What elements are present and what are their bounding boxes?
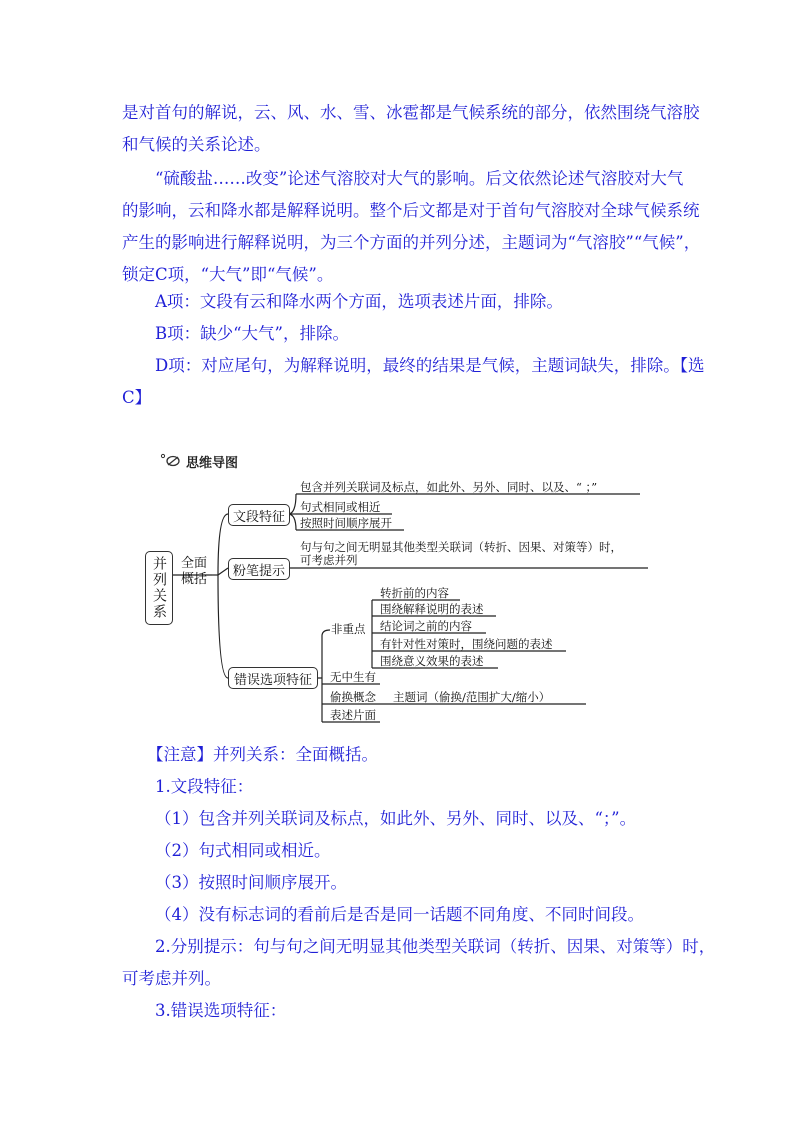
non-key-label: 非重点: [331, 622, 366, 636]
branch-label: 文段特征: [232, 509, 285, 525]
branch-label: 错误选项特征: [233, 672, 312, 688]
swap-concept-note: 主题词（偷换/范围扩大/缩小）: [393, 690, 551, 704]
branch-item: 按照时间顺序展开: [300, 516, 392, 530]
wrong-option-item: 表述片面: [330, 708, 376, 722]
non-key-item: 有针对性对策时，围绕问题的表述: [380, 637, 553, 651]
note-line: 可考虑并列。: [122, 969, 221, 988]
branch-item: 句与句之间无明显其他类型关联词（转折、因果、对策等）时，: [300, 540, 622, 554]
note-line: 1.文段特征：: [155, 777, 254, 796]
branch-text-features: [228, 504, 290, 526]
option-line: D项：对应尾句，为解释说明，最终的结果是气候，主题词缺失，排除。【选: [155, 356, 705, 375]
option-line: C】: [122, 388, 152, 407]
branch-fenbi-hint: [228, 558, 290, 580]
non-key-item: 结论词之前的内容: [380, 619, 472, 633]
note-line: 3.错误选项特征：: [155, 1001, 287, 1020]
mindmap-root: [145, 551, 173, 625]
root-sub-line: 概括: [181, 572, 208, 587]
note-line: （3）按照时间顺序展开。: [155, 873, 347, 892]
text-line: 产生的影响进行解释说明，为三个方面的并列分述，主题词为“气溶胶”“气候”，: [122, 233, 701, 252]
wrong-option-item: 无中生有: [330, 670, 376, 684]
non-key-item: 围绕解释说明的表述: [380, 602, 484, 616]
non-key-item: 转折前的内容: [380, 586, 449, 600]
note-line: （1）包含并列关联词及标点，如此外、另外、同时、以及、“；”。: [155, 809, 637, 828]
option-line: B项：缺少“大气”，排除。: [155, 324, 349, 343]
wrong-option-item: 偷换概念: [330, 690, 376, 704]
mindmap-title-text: 思维导图: [186, 456, 239, 471]
branch-item: 句式相同或相近: [300, 500, 381, 514]
mindmap-root-sub: [181, 556, 207, 588]
note-line: （4）没有标志词的看前后是否是同一话题不同角度、不同时间段。: [155, 905, 644, 924]
text-line: “硫酸盐……改变”论述气溶胶对大气的影响。后文依然论述气溶胶对大气: [155, 169, 684, 188]
text-line: 和气候的关系论述。: [122, 135, 271, 154]
text-line: 的影响，云和降水都是解释说明。整个后文都是对于首句气溶胶对全球气候系统: [122, 201, 700, 220]
branch-item: 可考虑并列: [300, 553, 358, 567]
mindmap-root-label: 并列关系: [151, 556, 167, 620]
text-line: 锁定C项，“大气”即“气候”。: [122, 265, 334, 284]
non-key-item: 围绕意义效果的表述: [380, 654, 484, 668]
text-line: 是对首句的解说，云、风、水、雪、冰雹都是气候系统的部分，依然围绕气溶胶: [122, 103, 700, 122]
note-line: （2）句式相同或相近。: [155, 841, 331, 860]
branch-wrong-option-features: [228, 667, 318, 689]
option-line: A项：文段有云和降水两个方面，选项表述片面，排除。: [155, 292, 563, 311]
branch-label: 粉笔提示: [232, 563, 285, 579]
branch-item: 包含并列关联词及标点，如此外、另外、同时、以及、“ ；”: [300, 480, 598, 494]
root-sub-line: 全面: [181, 556, 208, 571]
note-line: 【注意】并列关系：全面概括。: [147, 745, 378, 764]
notes-section: [0, 739, 800, 1027]
note-line: 2.分别提示：句与句之间无明显其他类型关联词（转折、因果、对策等）时，: [155, 937, 716, 956]
